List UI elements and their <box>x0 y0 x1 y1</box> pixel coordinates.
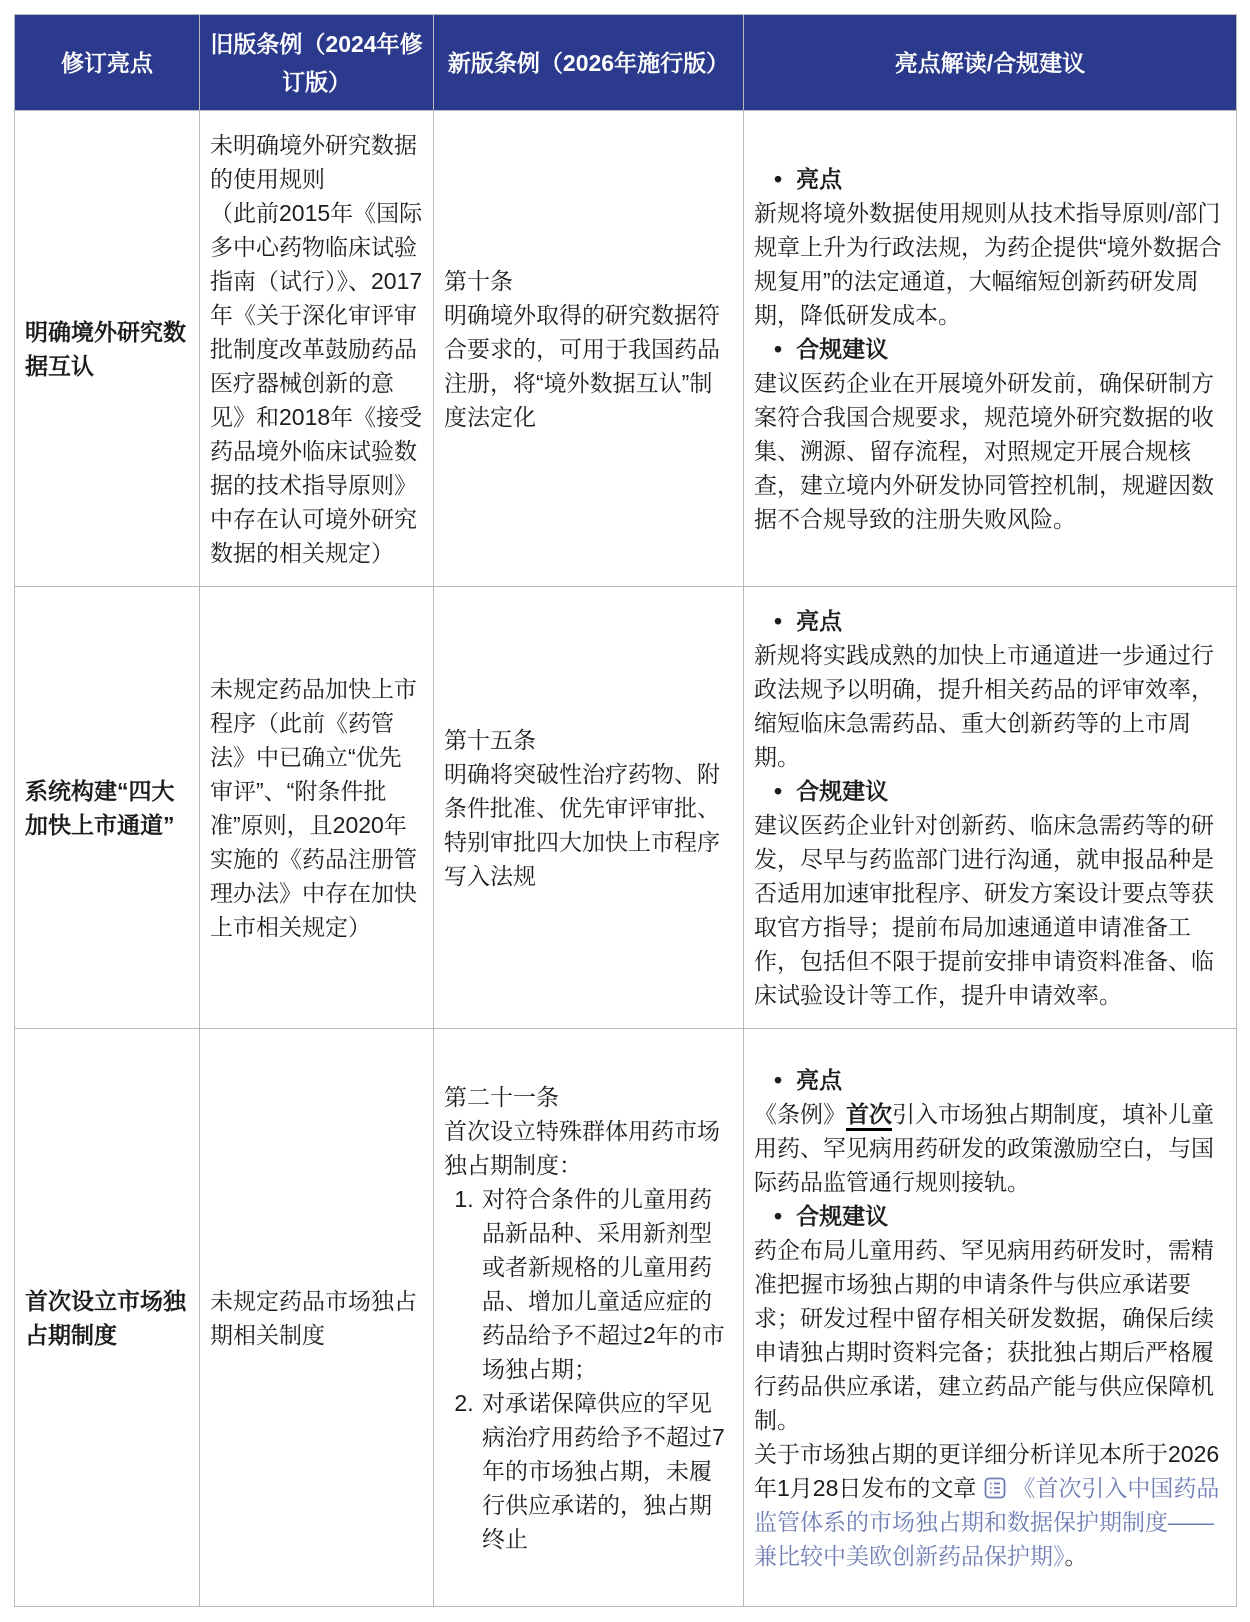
cell-paragraph: 明确境外取得的研究数据符合要求的，可用于我国药品注册，将“境外数据互认”制度法定化 <box>444 301 720 430</box>
bullet-heading-label: 合规建议 <box>796 777 889 804</box>
cell-paragraph: 新规将境外数据使用规则从技术指导原则/部门规章上升为行政法规，为药企提供“境外数据合规复用”的法定通道，大幅缩短创新药研发周期，降低研发成本。 <box>754 199 1222 328</box>
table-header <box>15 15 1237 111</box>
table-body <box>15 111 1237 1607</box>
revision-highlight-cell: 首次设立市场独占期制度 <box>15 1029 200 1607</box>
numbered-list-item: 1. 对符合条件的儿童用药品新品种、采用新剂型或者新规格的儿童用药品、增加儿童适应症的药品给予不超过2年的市场独占期； <box>480 1182 733 1386</box>
bullet-heading <box>754 604 1226 638</box>
new-regulation-cell <box>434 111 744 587</box>
bullet-heading-label: 亮点 <box>796 165 843 192</box>
bullet-icon: • <box>774 1202 783 1229</box>
cell-paragraph: （此前2015年《国际多中心药物临床试验指南（试行）》、2017年《关于深化审评审批制度改革鼓励药品医疗器械创新的意见》和2018年《接受药品境外临床试验数据的技术指导原则》中存在认可境外研究数据的相关规定） <box>210 199 423 566</box>
cell-paragraph: 首次设立特殊群体用药市场独占期制度： <box>444 1117 720 1178</box>
header-analysis: 亮点解读/合规建议 <box>744 15 1237 111</box>
bullet-heading <box>754 332 1226 366</box>
bullet-heading <box>754 774 1226 808</box>
header-revision-highlights: 修订亮点 <box>15 15 200 111</box>
revision-highlight-cell: 系统构建“四大加快上市通道” <box>15 587 200 1029</box>
bullet-heading-label: 合规建议 <box>796 335 889 362</box>
bullet-heading-label: 合规建议 <box>796 1202 889 1229</box>
emphasized-text: 首次 <box>846 1101 892 1131</box>
analysis-cell <box>744 111 1237 587</box>
cell-paragraph: 明确将突破性治疗药物、附条件批准、优先审评审批、特别审批四大加快上市程序写入法规 <box>444 760 720 889</box>
old-regulation-cell <box>200 111 434 587</box>
text-segment: 引入市场独占期制度，填补儿童用药、罕见病用药研发的政策激励空白，与国际药品监管通行规则接轨。 <box>754 1100 1214 1195</box>
new-regulation-cell <box>434 587 744 1029</box>
cell-paragraph <box>754 1097 1226 1199</box>
regulation-comparison-table <box>14 14 1237 1607</box>
numbered-list-item: 2. 对承诺保障供应的罕见病治疗用药给予不超过7年的市场独占期，未履行供应承诺的，独占期终止 <box>480 1386 733 1556</box>
bullet-heading <box>754 162 1226 196</box>
revision-highlight-cell: 明确境外研究数据互认 <box>15 111 200 587</box>
bullet-heading <box>754 1199 1226 1233</box>
cell-paragraph: 未规定药品市场独占期相关制度 <box>210 1287 417 1348</box>
article-link[interactable]: 《首次引入中国药品监管体系的市场独占期和数据保护期制度——兼比较中美欧创新药品保护期》 <box>754 1474 1220 1569</box>
cell-paragraph: 药企布局儿童用药、罕见病用药研发时，需精准把握市场独占期的申请条件与供应承诺要求；研发过程中留存相关研发数据，确保后续申请独占期时资料完备；获批独占期后严格履行药品供应承诺，建立药品产能与供应保障机制。 <box>754 1236 1214 1433</box>
cell-paragraph: 未规定药品加快上市程序（此前《药管法》中已确立“优先审评”、“附条件批准”原则，且2020年实施的《药品注册管理办法》中存在加快上市相关规定） <box>210 675 417 940</box>
cell-paragraph: 建议医药企业在开展境外研发前，确保研制方案符合我国合规要求，规范境外研究数据的收集、溯源、留存流程，对照规定开展合规核查，建立境内外研发协同管控机制，规避因数据不合规导致的注册失败风险。 <box>754 369 1214 532</box>
bullet-heading-label: 亮点 <box>796 1066 843 1093</box>
table-row <box>15 587 1237 1029</box>
cell-paragraph: 新规将实践成熟的加快上市通道进一步通过行政法规予以明确，提升相关药品的评审效率，缩短临床急需药品、重大创新药等的上市周期。 <box>754 641 1214 770</box>
old-regulation-cell <box>200 1029 434 1607</box>
bullet-heading-label: 亮点 <box>796 607 843 634</box>
cell-paragraph: 未明确境外研究数据的使用规则 <box>210 131 417 192</box>
table-row <box>15 1029 1237 1607</box>
bullet-icon: • <box>774 1066 783 1093</box>
cell-paragraph: 第十条 <box>444 267 513 294</box>
bullet-icon: • <box>774 165 783 192</box>
article-icon <box>984 1477 1006 1499</box>
bullet-heading <box>754 1063 1226 1097</box>
bullet-icon: • <box>774 607 783 634</box>
table-row <box>15 111 1237 587</box>
cell-paragraph: 建议医药企业针对创新药、临床急需药等的研发，尽早与药监部门进行沟通，就申报品种是否适用加速审批程序、研发方案设计要点等获取官方指导；提前布局加速通道申请准备工作，包括但不限于提前安排申请资料准备、临床试验设计等工作，提升申请效率。 <box>754 811 1214 1008</box>
bullet-icon: • <box>774 777 783 804</box>
header-old-regulation: 旧版条例（2024年修订版） <box>200 15 434 111</box>
text-segment: 《条例》 <box>754 1100 846 1127</box>
cell-paragraph: 第二十一条 <box>444 1083 559 1110</box>
text-segment: 。 <box>1064 1542 1088 1569</box>
analysis-cell <box>744 587 1237 1029</box>
cell-paragraph: 第十五条 <box>444 726 536 753</box>
numbered-list <box>444 1182 733 1556</box>
cell-paragraph <box>754 1437 1226 1573</box>
bullet-icon: • <box>774 335 783 362</box>
analysis-cell <box>744 1029 1237 1607</box>
old-regulation-cell <box>200 587 434 1029</box>
new-regulation-cell <box>434 1029 744 1607</box>
text-segment: 关于市场独占期的更详细分析详见本所于2026年1月28日发布的文章 <box>754 1440 1220 1501</box>
header-new-regulation: 新版条例（2026年施行版） <box>434 15 744 111</box>
header-row <box>15 15 1237 111</box>
